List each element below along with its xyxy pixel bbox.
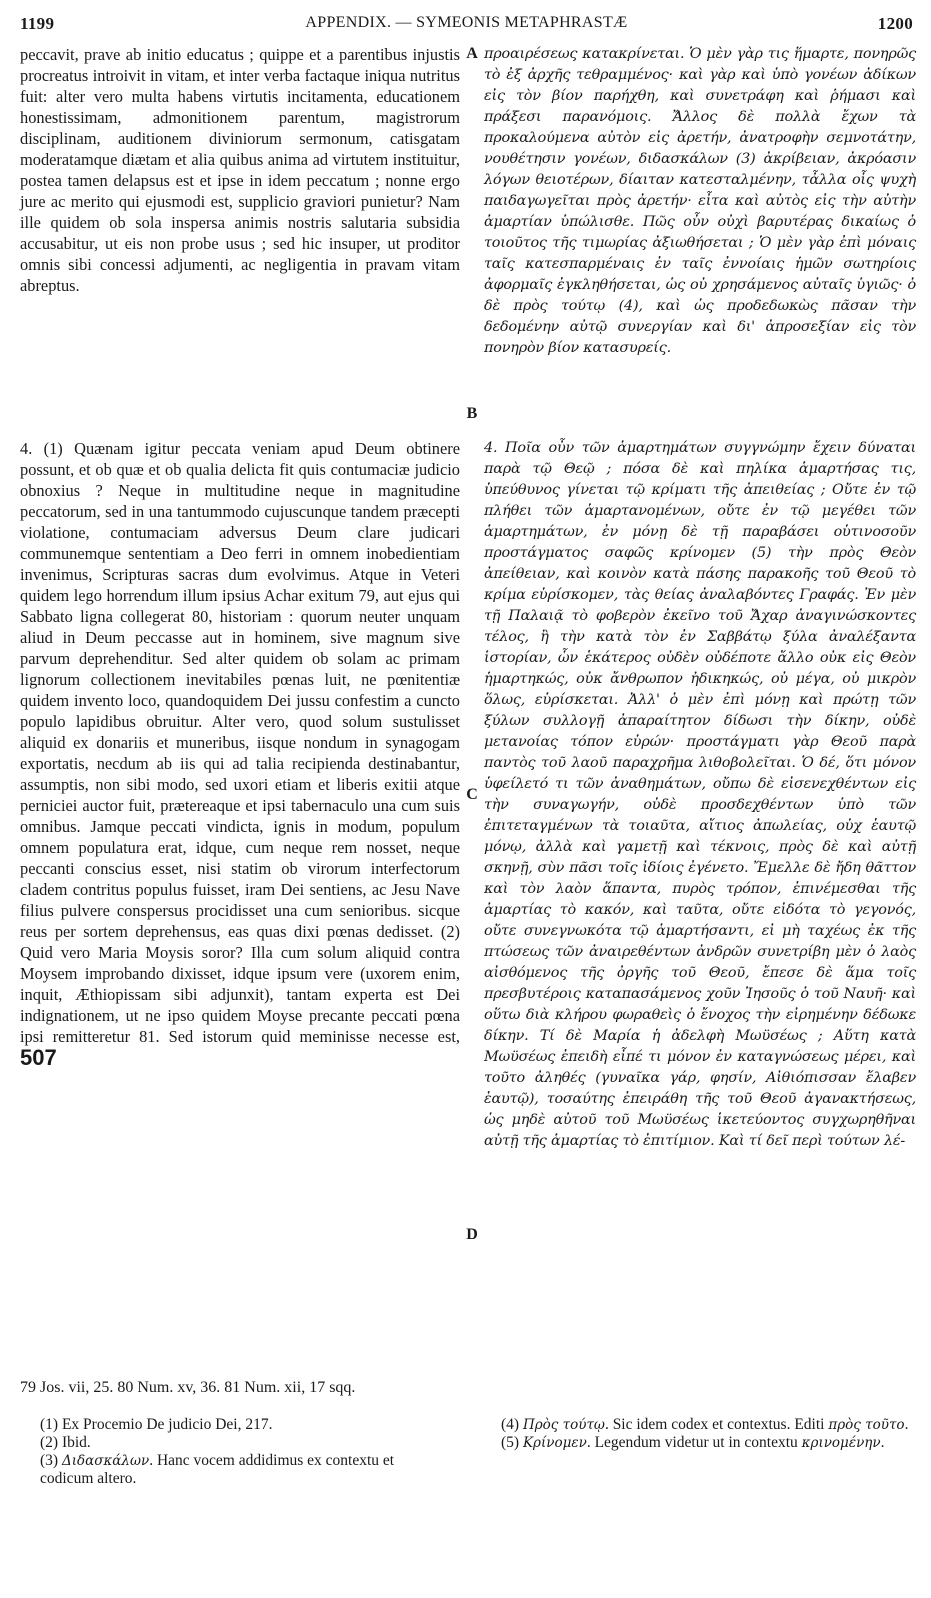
running-title: APPENDIX. — SYMEONIS METAPHRASTÆ — [305, 14, 628, 31]
footnote-4 — [501, 1416, 915, 1434]
page-number-left: 1199 — [20, 14, 55, 33]
scripture-references: 79 Jos. vii, 25. 80 Num. xv, 36. 81 Num. xii, 17 sqq. — [20, 1379, 356, 1396]
latin-column — [20, 0, 460, 1370]
footnote-3-prefix: (3) — [40, 1452, 62, 1469]
margin-marker-c: C — [466, 786, 478, 803]
footnote-4-tail: . — [904, 1416, 909, 1433]
footnote-4-text: . Sic idem codex et contextus. Editi — [604, 1416, 829, 1433]
footnote-4-greek-2: πρὸς τοῦτο — [828, 1417, 905, 1433]
footnote-3-text: . Hanc vocem addidimus ex contextu et codicum altero. — [40, 1452, 395, 1487]
footnote-5 — [501, 1434, 915, 1452]
footnote-2: (2) Ibid. — [40, 1434, 91, 1451]
column-number: 507 — [20, 1045, 57, 1070]
footnote-5-greek-2: κρινομένην — [801, 1435, 881, 1451]
footnote-4-greek: Πρὸς τούτῳ — [522, 1417, 605, 1433]
footnotes-right — [501, 1416, 915, 1452]
greek-paragraph-1: προαιρέσεως κατακρίνεται. Ὁ μὲν γὰρ τις ἥμαρτε, πονηρῶς τὸ ἐξ ἀρχῆς τεθραμμένος· καὶ γὰρ καὶ ὑπὸ γονέων ἀδίκων εἰς τὸν βίον παρήχθη, καὶ συνετράφη καὶ ῥήμασι καὶ πράξεσι παρανόμοις. Ἄλλος δὲ πολλὰ ἔχων τὰ προκαλούμενα αὐτὸν εἰς ἀρετήν, ἀνατροφὴν σεμνοτάτην, νουθέτησιν γονέων, διδασκάλων (3) ἀκρίβειαν, ἀκρόασιν λόγων θειοτέρων, δίαιταν κατεσταλμένην, τἆλλα οἷς ψυχὴ παιδαγωγεῖται πρὸς ἀρετήν· εἶτα καὶ αὐτὸς εἰς τὴν αὐτὴν ἁμαρτίαν ὑπώλισθε. Πῶς οὖν οὐχὶ βαρυτέρας δικαίως ὁ τοιοῦτος τῆς τιμωρίας ἀξιωθήσεται ; Ὁ μὲν γὰρ ἐπὶ μόναις ταῖς κατεσπαρμέναις ἐν ταῖς ἐννοίαις ἡμῶν σωτηρίοις ἀφορμαῖς ἐγκληθήσεται, ὡς οὐ χρησάμενος αὐταῖς ὑγιῶς· ὁ δὲ πρὸς τούτῳ (4), καὶ ὡς προδεδωκὼς πᾶσαν τὴν δεδομένην αὐτῷ συνεργίαν καὶ δι' ἀπροσεξίαν εἰς τὸν πονηρὸν βίον κατασυρείς. — [484, 46, 916, 356]
footnote-3 — [40, 1452, 450, 1488]
footnotes-left — [40, 1416, 450, 1488]
footnote-1: (1) Ex Procemio De judicio Dei, 217. — [40, 1416, 273, 1433]
margin-marker-a: A — [466, 45, 478, 62]
margin-marker-b: B — [466, 405, 478, 422]
margin-marker-d: D — [466, 1226, 478, 1243]
latin-paragraph-2 — [20, 438, 460, 1070]
footnote-3-greek: Διδασκάλων — [61, 1453, 150, 1469]
page-number-right: 1200 — [877, 14, 913, 33]
latin-paragraph-2-text: 4. (1) Quænam igitur peccata veniam apud Deum obtinere possunt, et ob quæ et ob qualia delicta fit quis contumaciæ judicio obnoxius ? Neque in multitudine neque in magnitudine peccatorum, sed in una tantummodo cujuscunque tandem præcepti violatione, contumaciam adversus Deum clare judicari communemque sententiam a Deo ferri in omnem inobedientiam invenimus, Scripturas sacras dum evolvimus. Atque in Veteri quidem lego horrendum illum ipsius Achar exitum 79, aut ejus qui Sabbato ligna collegerat 80, historiam : quorum neuter unquam aliud in Deum peccasse aut in hominem, sive magnum sive parvum deprehenditur. Sed alter quidem ob solam ac primam lignorum collectionem inevitabiles pœnas luit, ne pœnitentiæ quidem invento loco, quandoquidem Dei jussu confestim a cuncto populo lapidibus obruitur. Alter vero, quod solum sustulisset aliquid ex donariis et muneribus, iisque nondum in synagogam exportatis, necdum ab iis qui ad talia recipienda destinabantur, assumptis, non sibi modo, sed uxori etiam et liberis exitii atque perniciei auctor fuit, prætereaque et ipsi tabernaculo una cum suis omnibus. Jamque peccati vindicta, ignis in modum, populum omnem populatura erat, idque, cum neque rem nosset, neque peccanti conscius esset, nisi statim ob virorum interfectorum cladem contritus populus fuisset, iram Dei sentiens, ac Jesu Nave filius pulvere conspersus procidisset una cum senioribus. sicque reus per sortem deprehensus, eas quas dixi pœnas dedisset. (2) Quid vero Maria Moysis soror? Illa cum solum aliquid contra Moysem improbando dixisset, idque ipsum vere (uxorem enim, inquit, Æthiopissam sibi adjunxit), tantam experta est Dei indignationem, ut ne ipso quidem Moyse precante peccati pœna ipsi remitteretur 81. Sed istorum quid meminisse necesse est, — [20, 439, 460, 1046]
footnote-5-greek: Κρίνομεν — [522, 1435, 587, 1451]
footnote-5-prefix: (5) — [501, 1434, 523, 1451]
footnote-4-prefix: (4) — [501, 1416, 523, 1433]
footnote-5-text: . Legendum videtur ut in contextu — [586, 1434, 802, 1451]
latin-paragraph-1: peccavit, prave ab initio educatus ; quippe et a parentibus injustis procreatus introivit in vitam, et inter verba factaque iniqua nutritus fuit: alter vero multa habens virtutis incitamenta, educationem honestissimam, admonitionem parentum, magistrorum disciplinam, auditionem diviniorum sermonum, catisgatam moderatamque diætam et alia quibus anima ad virtutem instituitur, postea tamen delapsus est et ipse in idem peccatum ; nonne ergo jure ac merito qui ejusmodi est, supplicio graviori punietur? Nam ille quidem ob sola inspersa animis nostris salutaria subsidia accusabitur, ut eis non probe usus ; sed hic insuper, ut proditor omnis sibi concessi adjumenti, ac negligentia in pravam vitam abreptus. — [20, 45, 460, 295]
greek-column — [484, 0, 916, 1370]
greek-paragraph-2: 4. Ποῖα οὖν τῶν ἁμαρτημάτων συγγνώμην ἔχειν δύναται παρὰ τῷ Θεῷ ; πόσα δὲ καὶ πηλίκα ἁμαρτήσας τις, ὑπεύθυνος γίνεται τῷ κρίματι τῆς ἀπειθείας ; Οὔτε ἐν τῷ πλήθει τῶν ἁμαρτανομένων, οὔτε ἐν τῷ μεγέθει τῶν ἁμαρτημάτων, ἐν μόνῃ δὲ τῇ παραβάσει οὑτινοσοῦν προστάγματος σαφῶς κρίνομεν (5) τὴν πρὸς Θεὸν ἀπείθειαν, καὶ κοινὸν κατὰ πάσης παρακοῆς τοῦ Θεοῦ τὸ κρίμα εὑρίσκομεν, τὰς θείας ἀναλαβόντες Γραφάς. Ἐν μὲν τῇ Παλαιᾷ τὸ φοβερὸν ἐκεῖνο τοῦ Ἄχαρ ἀναγινώσκοντες τέλος, ἢ τὴν κατὰ τὸν ἐν Σαββάτῳ ξύλα ἀναλέξαντα ἱστορίαν, ὧν ἑκάτερος οὐδὲν οὐδέποτε ἄλλο οὐκ εἰς Θεὸν ἡμαρτηκώς, οὐκ ἄνθρωπον ἠδικηκώς, οὐ μέγα, οὐ μικρὸν ὅλως, εὑρίσκεται. Ἀλλ' ὁ μὲν ἐπὶ μόνῃ καὶ πρώτῃ τῶν ξύλων συλλογῇ ἀπαραίτητον δίδωσι τὴν δίκην, οὐδὲ μετανοίας τόπον εὑρών· προστάγματι γὰρ Θεοῦ παρὰ παντὸς τοῦ λαοῦ παραχρῆμα λιθοβολεῖται. Ὁ δέ, ὅτι μόνον ὑφείλετό τι τῶν ἀναθημάτων, οὔπω δὲ εἰσενεχθέντων εἰς τὴν συναγωγήν, οὐδὲ προσδεχθέντων ὑπὸ τῶν ἐπιτεταγμένων τὰ τοιαῦτα, αἴτιος ἀπωλείας, οὐχ ἑαυτῷ μόνῳ, ἀλλὰ καὶ γαμετῇ καὶ τέκνοις, πρὸς δὲ καὶ αὐτῇ σκηνῇ, σὺν πᾶσι τοῖς ἰδίοις ἐγένετο. Ἔμελλε δὲ ἤδη θᾶττον καὶ τὸν λαὸν ἅπαντα, πυρὸς τρόπον, ἐπινέμεσθαι τῆς ἁμαρτίας τὸ κακόν, καὶ ταῦτα, οὔτε εἰδότα τὸ γεγονός, οὔτε συνεγνωκότα τῷ ἁμαρτήσαντι, εἰ μὴ ταχέως ἐκ τῆς πτώσεως τῶν ἀναιρεθέντων ἀνδρῶν συνετρίβη μὲν ὁ λαὸς αἰσθόμενος τῆς ὀργῆς τοῦ Θεοῦ, ἔπεσε δὲ ἅμα τοῖς πρεσβυτέροις καταπασάμενος χοῦν Ἰησοῦς ὁ τοῦ Ναυῆ· καὶ οὕτω διὰ κλήρου φωραθεὶς ὁ ἔνοχος τὴν εἰρημένην δέδωκε δίκην. Τί δὲ Μαρία ἡ ἀδελφὴ Μωϋσέως ; Αὕτη κατὰ Μωϋσέως ἐπειδὴ εἶπέ τι μόνον ἐν καταγνώσεως μέρει, καὶ τοῦτο ἀληθές (γυναῖκα γάρ, φησίν, Αἰθιόπισσαν ἔλαβεν ἑαυτῷ), τοσαύτης ἐπειράθη τῆς τοῦ Θεοῦ ἀγανακτήσεως, ὡς μηδὲ αὐτοῦ τοῦ Μωϋσέως ἱκετεύοντος συγχωρηθῆναι αὐτῇ τῆς ἁμαρτίας τὸ ἐπιτίμιον. Καὶ τί δεῖ περὶ τούτων λέ- — [484, 440, 916, 1149]
footnote-5-tail: . — [880, 1434, 885, 1451]
